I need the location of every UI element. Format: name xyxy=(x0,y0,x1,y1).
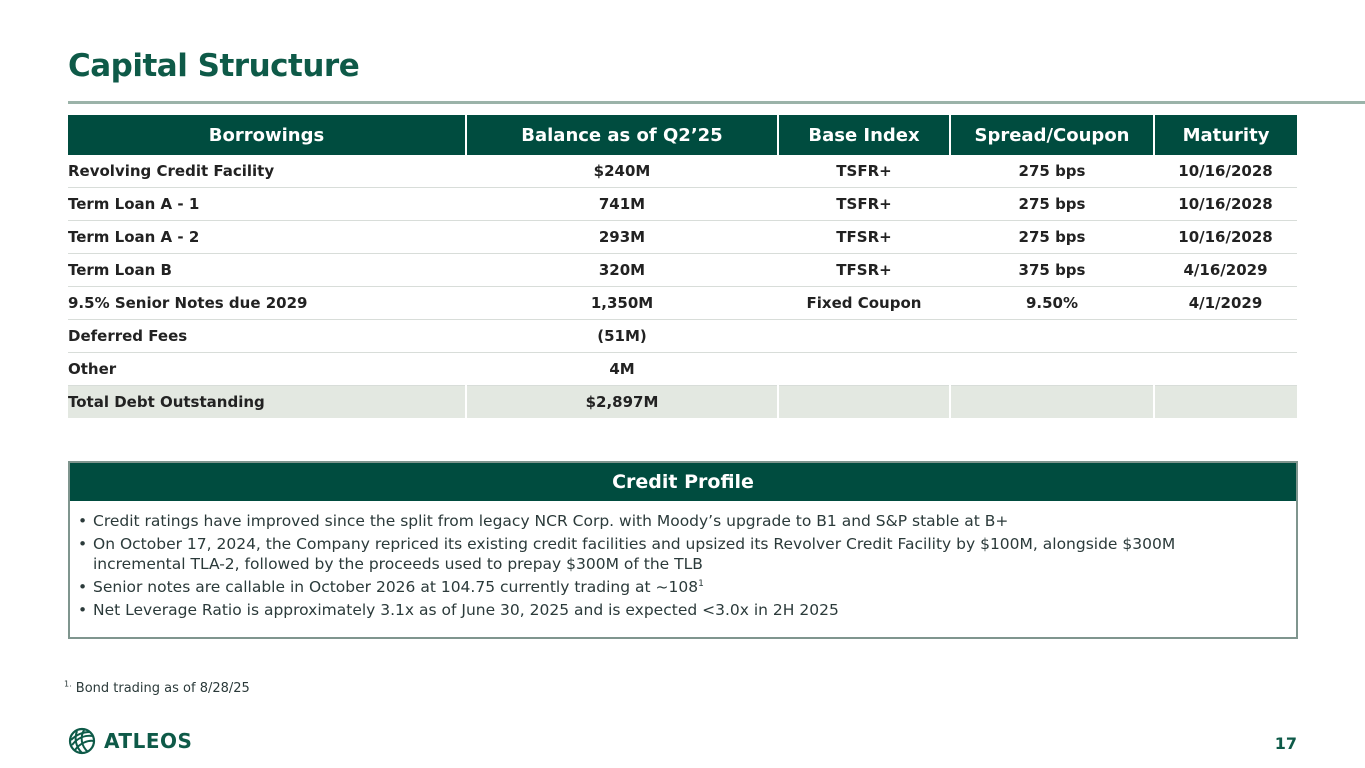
page-number: 17 xyxy=(1274,734,1297,753)
total-label: Total Debt Outstanding xyxy=(68,386,466,419)
table-row xyxy=(68,221,1297,254)
header-maturity: Maturity xyxy=(1154,115,1297,155)
cell-base-index: TSFR+ xyxy=(778,155,950,188)
bullet-text: Net Leverage Ratio is approximately 3.1x as of June 30, 2025 and is expected <3.0x in 2H 2025 xyxy=(93,601,839,619)
cell-borrowing: 9.5% Senior Notes due 2029 xyxy=(68,287,466,320)
capital-structure-table xyxy=(68,115,1297,418)
table-row xyxy=(68,188,1297,221)
total-spread xyxy=(950,386,1154,419)
cell-base-index: TFSR+ xyxy=(778,254,950,287)
cell-spread xyxy=(950,353,1154,386)
cell-base-index xyxy=(778,353,950,386)
credit-profile-list xyxy=(70,501,1296,620)
cell-spread: 275 bps xyxy=(950,221,1154,254)
footnote xyxy=(64,681,250,696)
cell-balance: 741M xyxy=(466,188,778,221)
cell-base-index: Fixed Coupon xyxy=(778,287,950,320)
footnote-text: Bond trading as of 8/28/25 xyxy=(75,681,250,696)
cell-borrowing: Deferred Fees xyxy=(68,320,466,353)
cell-borrowing: Revolving Credit Facility xyxy=(68,155,466,188)
list-item xyxy=(78,534,1266,574)
total-base-index xyxy=(778,386,950,419)
list-item xyxy=(78,600,1266,620)
table-row xyxy=(68,353,1297,386)
header-spread-coupon: Spread/Coupon xyxy=(950,115,1154,155)
cell-balance: 293M xyxy=(466,221,778,254)
atleos-logo xyxy=(68,727,192,755)
cell-balance: (51M) xyxy=(466,320,778,353)
cell-balance: 1,350M xyxy=(466,287,778,320)
header-balance: Balance as of Q2’25 xyxy=(466,115,778,155)
table-row xyxy=(68,287,1297,320)
total-row xyxy=(68,386,1297,419)
total-maturity xyxy=(1154,386,1297,419)
cell-spread: 375 bps xyxy=(950,254,1154,287)
table-row xyxy=(68,254,1297,287)
logo-text: ATLEOS xyxy=(104,729,193,753)
cell-balance: 320M xyxy=(466,254,778,287)
title-divider xyxy=(68,101,1365,104)
list-item xyxy=(78,511,1266,531)
cell-spread: 9.50% xyxy=(950,287,1154,320)
cell-spread: 275 bps xyxy=(950,188,1154,221)
header-base-index: Base Index xyxy=(778,115,950,155)
credit-profile-box xyxy=(68,461,1298,639)
cell-base-index xyxy=(778,320,950,353)
cell-spread xyxy=(950,320,1154,353)
table-header-row xyxy=(68,115,1297,155)
cell-borrowing: Term Loan B xyxy=(68,254,466,287)
cell-spread: 275 bps xyxy=(950,155,1154,188)
total-balance: $2,897M xyxy=(466,386,778,419)
header-borrowings: Borrowings xyxy=(68,115,466,155)
bullet-text: Credit ratings have improved since the split from legacy NCR Corp. with Moody’s upgrade to B1 and S&P stable at B+ xyxy=(93,512,1009,530)
cell-maturity: 10/16/2028 xyxy=(1154,221,1297,254)
cell-base-index: TFSR+ xyxy=(778,221,950,254)
bullet-marker: • xyxy=(78,578,88,596)
footnote-marker: 1. xyxy=(64,679,72,689)
bullet-marker: • xyxy=(78,601,88,619)
cell-borrowing: Other xyxy=(68,353,466,386)
cell-balance: 4M xyxy=(466,353,778,386)
cell-maturity xyxy=(1154,353,1297,386)
globe-icon xyxy=(68,727,96,755)
table-row xyxy=(68,320,1297,353)
bullet-text: Senior notes are callable in October 2026 at 104.75 currently trading at ~108 xyxy=(93,578,699,596)
cell-balance: $240M xyxy=(466,155,778,188)
bullet-marker: • xyxy=(78,535,88,553)
cell-maturity xyxy=(1154,320,1297,353)
cell-maturity: 4/16/2029 xyxy=(1154,254,1297,287)
bullet-text: On October 17, 2024, the Company repriced its existing credit facilities and upsized its Revolver Credit Facility by $100M, alongside $300M incremental TLA-2, followed by the proceeds used to prepay $300M of the TLB xyxy=(93,535,1176,573)
cell-maturity: 10/16/2028 xyxy=(1154,188,1297,221)
bullet-marker: • xyxy=(78,512,88,530)
list-item xyxy=(78,577,1266,597)
cell-borrowing: Term Loan A - 2 xyxy=(68,221,466,254)
cell-borrowing: Term Loan A - 1 xyxy=(68,188,466,221)
cell-maturity: 4/1/2029 xyxy=(1154,287,1297,320)
table-row xyxy=(68,155,1297,188)
cell-maturity: 10/16/2028 xyxy=(1154,155,1297,188)
footnote-ref: 1 xyxy=(698,578,704,589)
cell-base-index: TSFR+ xyxy=(778,188,950,221)
page-title: Capital Structure xyxy=(68,48,360,84)
credit-profile-heading: Credit Profile xyxy=(70,463,1296,501)
